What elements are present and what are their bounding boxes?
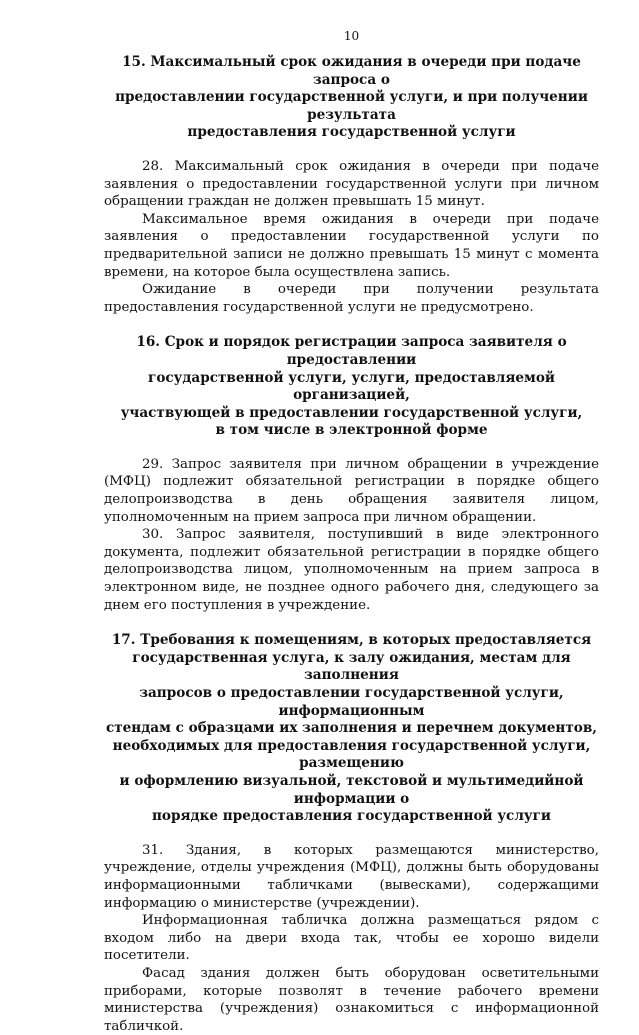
heading-line: 15. Максимальный срок ожидания в очереди при подаче запроса о — [122, 54, 581, 88]
paragraph: Максимальное время ожидания в очереди при подаче заявления о предоставлении государственной услуги по предварительной записи не должно превышать 15 минут с момента времени, на которое была осуществлена запись. — [104, 211, 599, 280]
heading-line: порядке предоставления государственной услуги — [151, 808, 552, 825]
section-15 — [104, 54, 599, 316]
heading-line: в том числе в электронной форме — [215, 422, 488, 439]
section-17-heading — [104, 632, 599, 826]
section-17 — [104, 632, 599, 1035]
paragraph-31: 31. Здания, в которых размещаются министерство, учреждение, отделы учреждения (МФЦ), должны быть оборудованы информационными табличками (вывесками), содержащими информацию о министерстве (учреждении). — [104, 842, 599, 911]
heading-line: 17. Требования к помещениям, в которых предоставляется — [111, 632, 592, 649]
heading-line: участвующей в предоставлении государственной услуги, — [120, 404, 583, 421]
heading-line: и оформлению визуальной, текстовой и мультимедийной информации о — [119, 772, 584, 807]
section-16 — [104, 334, 599, 614]
paragraph-29: 29. Запрос заявителя при личном обращении в учреждение (МФЦ) подлежит обязательной регистрации в порядке общего делопроизводства в день обращения заявителя лицом, уполномоченным на прием запроса при личном обращении. — [104, 456, 599, 525]
heading-line: 16. Срок и порядок регистрации запроса заявителя о предоставлении — [136, 334, 567, 368]
heading-line: государственная услуга, к залу ожидания, местам для заполнения — [132, 649, 571, 684]
page-number: 10 — [343, 29, 360, 43]
heading-line: предоставления государственной услуги — [187, 124, 516, 141]
section-16-heading — [104, 334, 599, 440]
paragraph: Фасад здания должен быть оборудован осветительными приборами, которые позволят в течение рабочего времени министерства (учреждения) ознакомиться с информационной табличкой. — [104, 965, 599, 1034]
heading-line: запросов о предоставлении государственной услуги, информационным — [139, 685, 564, 719]
heading-line: необходимых для предоставления государственной услуги, размещению — [112, 737, 591, 772]
heading-line: стендам с образцами их заполнения и перечнем документов, — [105, 720, 598, 737]
heading-line: предоставлении государственной услуги, и при получении результата — [115, 89, 588, 123]
heading-line: государственной услуги, услуги, предоставляемой организацией, — [147, 369, 556, 404]
paragraph-28: 28. Максимальный срок ожидания в очереди при подаче заявления о предоставлении государственной услуги при личном обращении граждан не должен превышать 15 минут. — [104, 158, 599, 210]
paragraph: Ожидание в очереди при получении результата предоставления государственной услуги не предусмотрено. — [104, 282, 599, 315]
section-15-heading — [104, 54, 599, 142]
paragraph: Информационная табличка должна размещаться рядом с входом либо на двери входа так, чтобы ее хорошо видели посетители. — [104, 913, 599, 964]
paragraph-30: 30. Запрос заявителя, поступивший в виде электронного документа, подлежит обязательной регистрации в порядке общего делопроизводства лицом, уполномоченным на прием запроса в электронном виде, не позднее одного рабочего дня, следующего за днем его поступления в учреждение. — [104, 527, 599, 613]
